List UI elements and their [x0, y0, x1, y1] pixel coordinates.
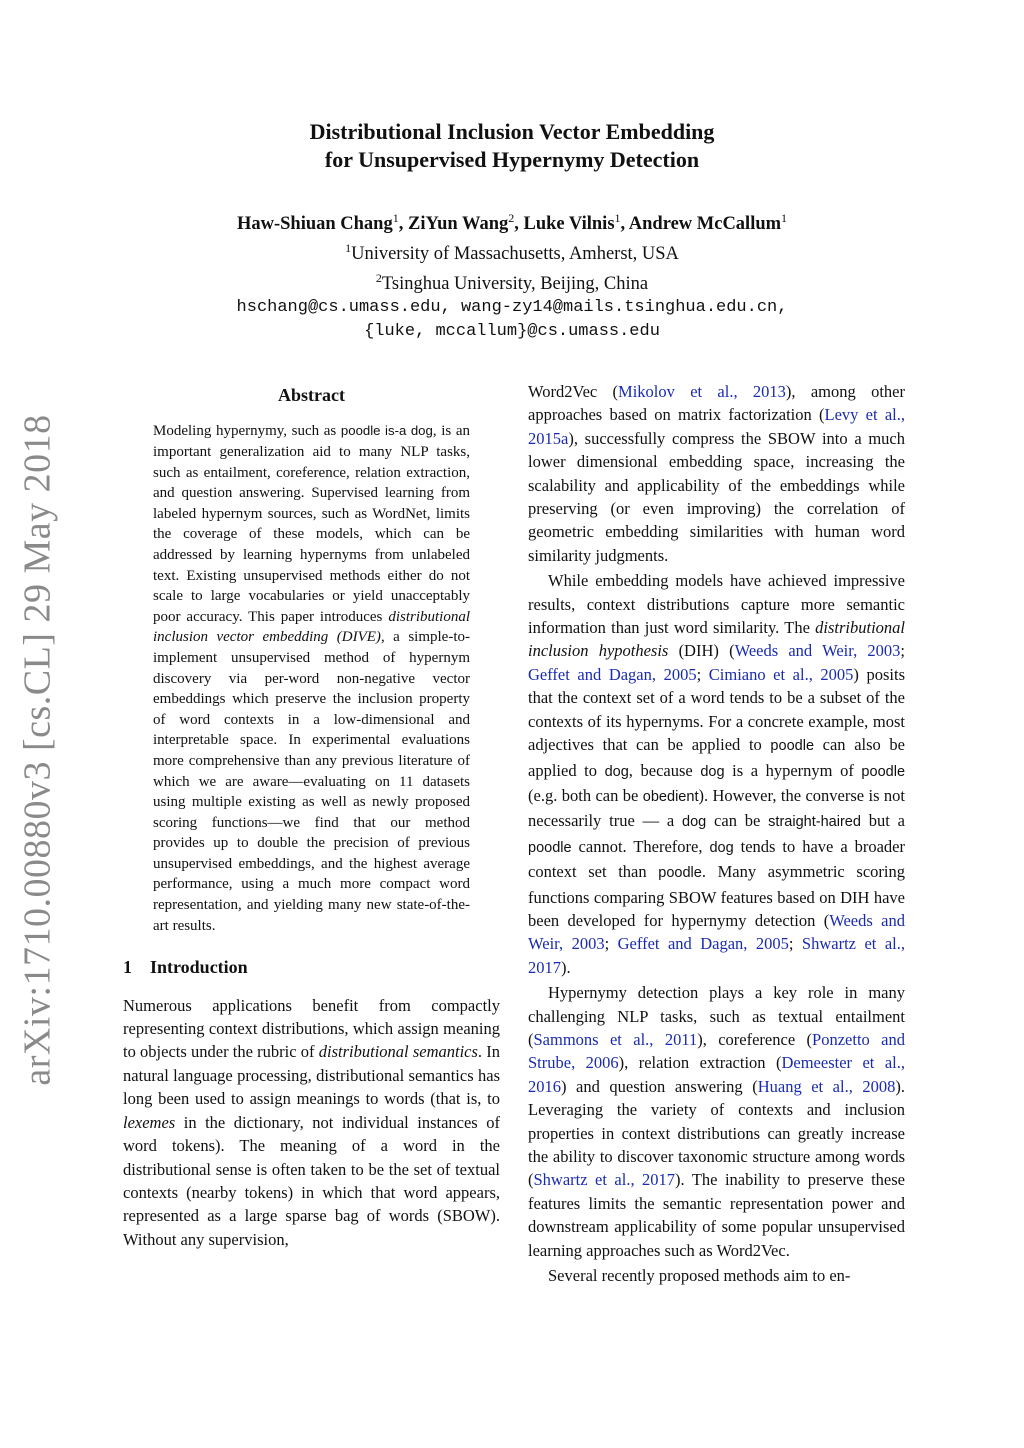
citation-link[interactable]: Shwartz et al., 2017 — [533, 1170, 676, 1190]
citation-link[interactable]: Geffet and Dagan, 2005 — [528, 664, 697, 684]
section-heading-introduction: 1 Introduction — [123, 957, 248, 978]
email-line-1: hschang@cs.umass.edu, wang-zy14@mails.tsinghua.edu.cn, — [236, 298, 788, 318]
abstract-text: Modeling hypernymy, such as poodle is-a dog, is an important generalization aid to many NLP tasks, such as entailment, coreference, relation extraction, and question answering. Supervised learning from labeled hypernym sources, such as WordNet, limits the coverage of these models, which can be addressed by learning hypernyms from unlabeled text. Existing unsupervised methods either do not scale to large vocabularies or yield unacceptably poor accuracy. This paper introduces distributional inclusion vector embedding (DIVE), a simple-to-implement unsupervised method of hypernym discovery via per-word non-negative vector embeddings which preserve the inclusion property of word contexts in a low-dimensional and interpretable space. In experimental evaluations more comprehensive than any previous literature of which we are aware—evaluating on 11 datasets using multiple existing as well as newly proposed scoring functions—we find that our method provides up to double the precision of previous unsupervised embeddings, and the highest average performance, using a much more compact word representation, and yielding many new state-of-the-art results. — [153, 423, 471, 934]
citation-link[interactable]: Cimiano et al., 2005 — [708, 664, 854, 684]
right-paragraph-2: While embedding models have achieved impressive results, context distributions capture more semantic information than just word similarity. The distributional inclusion hypothesis (DIH) (Weeds and Weir, 2003; Geffet and Dagan, 2005; Cimiano et al., 2005) posits that the context set of a word tends to be a subset of the contexts of its hypernyms. For a concrete example, most adjectives that can be applied to poodle can also be applied to dog, because dog is a hypernym of poodle (e.g. both can be obedient). However, the converse is not necessarily true — a dog can be straight-haired but a poodle cannot. Therefore, dog tends to have a broader context set than poodle. Many asymmetric scoring functions comparing SBOW features based on DIH have been developed for hypernymy detection (Weeds and Weir, 2003; Geffet and Dagan, 2005; Shwartz et al., 2017). — [528, 571, 906, 977]
author-names: Haw-Shiuan Chang$^1$, ZiYun Wang$^2$, Luke Vilnis$^1$, Andrew McCallum$^1$ — [236, 211, 788, 235]
citation-link[interactable]: Sammons et al., 2011 — [533, 1029, 698, 1049]
right-paragraph-3: Hypernymy detection plays a key role in many challenging NLP tasks, such as textual entailment (Sammons et al., 2011), coreference (Ponzetto and Strube, 2006), relation extraction (Demeester et al., 2016) and question answering (Huang et al., 2008). Leveraging the variety of contexts and inclusion properties in context distributions can greatly increase the ability to discover taxonomic structure among words (Shwartz et al., 2017). The inability to preserve these features limits the semantic representation power and downstream applicability of some popular unsupervised learning approaches such as Word2Vec. — [528, 983, 906, 1260]
author-block — [0, 206, 1024, 344]
email-line-2: {luke, mccallum}@cs.umass.edu — [364, 322, 660, 342]
affiliation-1: $^1$University of Massachusetts, Amherst, USA — [345, 241, 679, 265]
citation-link[interactable]: Mikolov et al., 2013 — [618, 382, 786, 401]
citation-link[interactable]: Weeds and Weir, 2003 — [734, 641, 901, 661]
arxiv-id: arXiv:1710.00880v3 [cs.CL] 29 May 2018 — [17, 414, 60, 1086]
right-column — [528, 380, 905, 1287]
citation-link[interactable]: Weeds and Weir, 2003 — [528, 910, 905, 954]
header — [0, 118, 1024, 344]
intro-paragraph-1: Numerous applications benefit from compactly representing context distributions, which assign meaning to objects under the rubric of distributional semantics. In natural language processing, distributional semantics has long been used to assign meanings to words (that is, to lexemes in the dictionary, not individual instances of word tokens). The meaning of a word in the distributional sense is often taken to be the set of textual contexts (nearby tokens) in which that word appears, represented as a large sparse bag of words (SBOW). Without any supervision, — [123, 995, 500, 1249]
abstract-heading: Abstract — [278, 385, 345, 405]
right-paragraph-4: Several recently proposed methods aim to en- — [548, 1266, 851, 1286]
right-paragraph-1: Word2Vec (Mikolov et al., 2013), among other approaches based on matrix factorization (Levy et al., 2015a), successfully compress the SBOW into a much lower dimensional embedding space, increasing the scalability and applicability of the embeddings while preserving (or even improving) the correlation of geometric embedding similarities with human word similarity judgments. — [528, 382, 906, 565]
citation-link[interactable]: Levy et al., 2015a — [528, 405, 906, 448]
citation-link[interactable]: Ponzetto and Strube, 2006 — [528, 1029, 906, 1073]
left-column — [123, 380, 500, 1251]
citation-link[interactable]: Demeester et al., 2016 — [528, 1053, 905, 1096]
citation-link[interactable]: Shwartz et al., 2017 — [528, 934, 905, 977]
paper-title: Distributional Inclusion Vector Embedding for Unsupervised Hypernymy Detection — [309, 119, 715, 172]
citation-link[interactable]: Huang et al., 2008 — [757, 1076, 896, 1096]
affiliation-2: $^2$Tsinghua University, Beijing, China — [375, 271, 649, 295]
citation-link[interactable]: Geffet and Dagan, 2005 — [617, 934, 789, 954]
arxiv-stamp — [8, 414, 68, 1086]
